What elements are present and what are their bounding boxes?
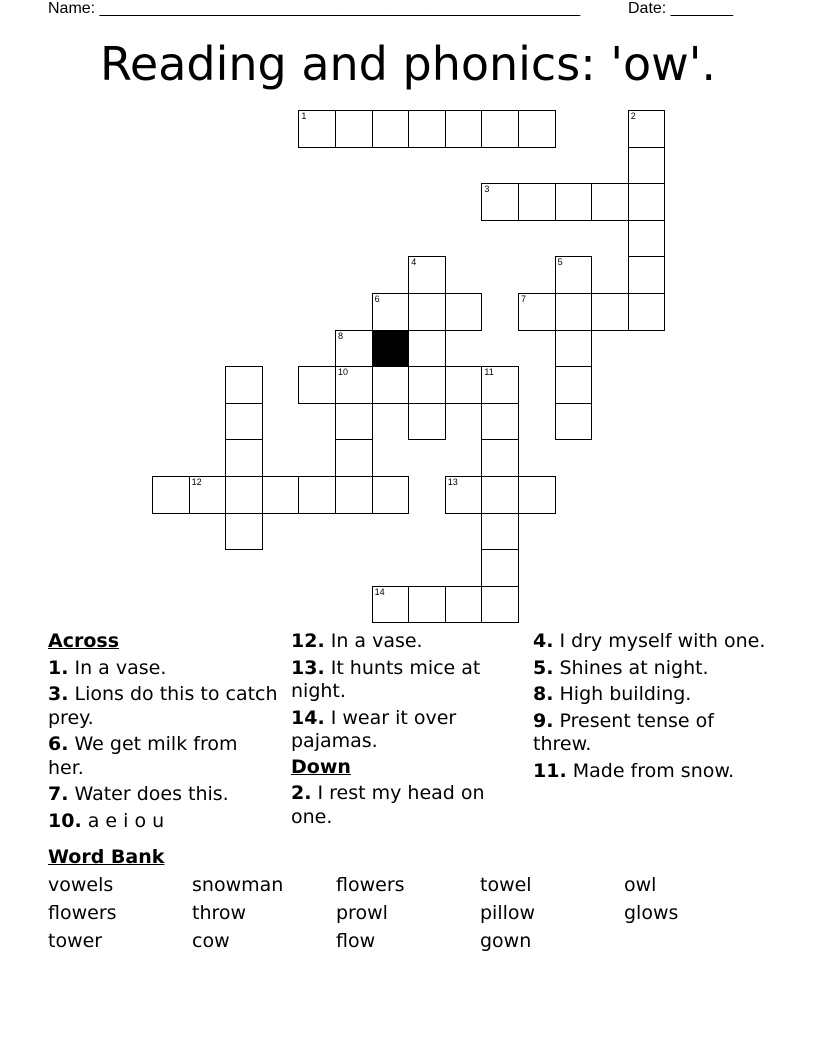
word-bank-item: pillow xyxy=(480,902,536,924)
word-bank-item: glows xyxy=(624,902,679,924)
clue-number: 1 xyxy=(301,111,307,121)
grid-cell[interactable] xyxy=(372,110,410,148)
grid-cell[interactable] xyxy=(481,183,519,221)
grid-cell[interactable] xyxy=(628,293,666,331)
word-bank xyxy=(48,846,679,952)
grid-cell[interactable] xyxy=(262,476,300,514)
grid-cell[interactable] xyxy=(481,549,519,587)
grid-cell[interactable] xyxy=(298,366,336,404)
grid-cell[interactable] xyxy=(408,293,446,331)
clue-number: 12 xyxy=(191,477,202,487)
grid-cell[interactable] xyxy=(591,183,629,221)
across-heading: Across xyxy=(48,630,120,652)
grid-cell[interactable] xyxy=(408,330,446,368)
grid-cell[interactable] xyxy=(445,293,483,331)
clue-down-11: 11. Made from snow. xyxy=(533,759,735,782)
page-title: Reading and phonics: 'ow'. xyxy=(100,37,716,91)
grid-cell[interactable] xyxy=(152,476,190,514)
clue-number: 4 xyxy=(411,257,417,268)
date-field-label: Date: _______ xyxy=(628,0,733,17)
grid-cell[interactable] xyxy=(335,330,373,368)
clue-number: 6 xyxy=(374,294,380,304)
grid-cell[interactable] xyxy=(518,293,556,331)
word-bank-item: prowl xyxy=(336,902,388,924)
grid-cell[interactable] xyxy=(335,439,373,477)
clue-number: 7 xyxy=(521,294,527,304)
clues-column-3 xyxy=(533,628,773,783)
word-bank-title: Word Bank xyxy=(48,846,165,868)
clue-across-10: 10. a e i o u xyxy=(48,809,165,832)
clue-number: 5 xyxy=(557,257,563,268)
grid-cell[interactable] xyxy=(481,476,519,514)
grid-cell[interactable] xyxy=(298,110,336,148)
word-bank-item: flowers xyxy=(336,874,405,896)
clue-number: 3 xyxy=(484,184,490,195)
grid-cell[interactable] xyxy=(445,366,483,404)
grid-cell[interactable] xyxy=(628,220,666,258)
clue-down-5: 5. Shines at night. xyxy=(533,656,709,679)
grid-cell[interactable] xyxy=(628,110,666,148)
grid-cell[interactable] xyxy=(335,476,373,514)
grid-cell[interactable] xyxy=(372,476,410,514)
clue-across-6: 6. We get milk from her. xyxy=(48,733,238,779)
clue-number: 8 xyxy=(338,330,344,341)
clues-column-1 xyxy=(48,628,278,833)
grid-cell[interactable] xyxy=(518,476,556,514)
grid-cell[interactable] xyxy=(225,439,263,477)
grid-cell[interactable] xyxy=(372,366,410,404)
clue-down-2: 2. I rest my head on one. xyxy=(291,782,485,828)
grid-cell[interactable] xyxy=(555,293,593,331)
grid-cell[interactable] xyxy=(335,403,373,441)
word-bank-item: cow xyxy=(192,930,230,952)
name-field-label: Name: ______________________________________________________ xyxy=(48,0,581,17)
grid-cell[interactable] xyxy=(481,513,519,551)
word-bank-item: tower xyxy=(48,930,103,952)
clues-column-2 xyxy=(291,628,521,829)
grid-cell[interactable] xyxy=(445,476,483,514)
word-bank-item: flowers xyxy=(48,902,117,924)
grid-cell[interactable] xyxy=(335,366,373,404)
grid-block xyxy=(372,330,410,368)
grid-cell[interactable] xyxy=(189,476,227,514)
grid-cell[interactable] xyxy=(555,403,593,441)
grid-cell[interactable] xyxy=(481,586,519,624)
clue-number: 10 xyxy=(338,367,349,378)
word-bank-item: snowman xyxy=(192,874,284,896)
clue-across-13: 13. It hunts mice at night. xyxy=(291,656,481,702)
grid-cell[interactable] xyxy=(225,476,263,514)
grid-cell[interactable] xyxy=(298,476,336,514)
grid-cell[interactable] xyxy=(225,513,263,551)
clue-down-9: 9. Present tense of threw. xyxy=(533,709,714,755)
grid-cell[interactable] xyxy=(408,110,446,148)
word-bank-item: vowels xyxy=(48,874,114,896)
clue-across-1: 1. In a vase. xyxy=(48,656,167,679)
grid-cell[interactable] xyxy=(335,110,373,148)
down-heading: Down xyxy=(291,755,351,778)
grid-cell[interactable] xyxy=(591,293,629,331)
clue-number: 13 xyxy=(447,477,458,487)
grid-cell[interactable] xyxy=(555,366,593,404)
clue-across-3: 3. Lions do this to catch prey. xyxy=(48,683,278,729)
word-bank-item: owl xyxy=(624,874,657,896)
word-bank-item: gown xyxy=(480,930,532,952)
grid-cell[interactable] xyxy=(408,256,446,294)
grid-cell[interactable] xyxy=(408,366,446,404)
grid-cell[interactable] xyxy=(628,147,666,185)
clue-across-12: 12. In a vase. xyxy=(291,630,423,652)
clue-across-14: 14. I wear it over pajamas. xyxy=(291,706,457,752)
grid-cell[interactable] xyxy=(445,586,483,624)
clue-number: 2 xyxy=(630,111,636,121)
grid-cell[interactable] xyxy=(225,366,263,404)
word-bank-item: throw xyxy=(192,902,247,924)
clue-across-7: 7. Water does this. xyxy=(48,783,229,805)
word-bank-item: flow xyxy=(336,930,376,952)
grid-cell[interactable] xyxy=(628,183,666,221)
grid-cell[interactable] xyxy=(408,586,446,624)
grid-cell[interactable] xyxy=(518,110,556,148)
clue-number: 14 xyxy=(374,586,385,597)
grid-cell[interactable] xyxy=(481,403,519,441)
grid-cell[interactable] xyxy=(518,183,556,221)
grid-cell[interactable] xyxy=(555,183,593,221)
clue-number: 11 xyxy=(484,367,494,378)
grid-cell[interactable] xyxy=(481,366,519,404)
grid-cell[interactable] xyxy=(481,110,519,148)
grid-cell[interactable] xyxy=(372,293,410,331)
clue-down-4: 4. I dry myself with one. xyxy=(533,630,766,652)
grid-cell[interactable] xyxy=(225,403,263,441)
grid-cell[interactable] xyxy=(628,256,666,294)
grid-cell[interactable] xyxy=(372,586,410,624)
grid-cell[interactable] xyxy=(555,256,593,294)
grid-cell[interactable] xyxy=(555,330,593,368)
grid-cell[interactable] xyxy=(445,110,483,148)
grid-cell[interactable] xyxy=(481,439,519,477)
word-bank-item: towel xyxy=(480,874,532,896)
clue-down-8: 8. High building. xyxy=(533,683,692,705)
grid-cell[interactable] xyxy=(408,403,446,441)
